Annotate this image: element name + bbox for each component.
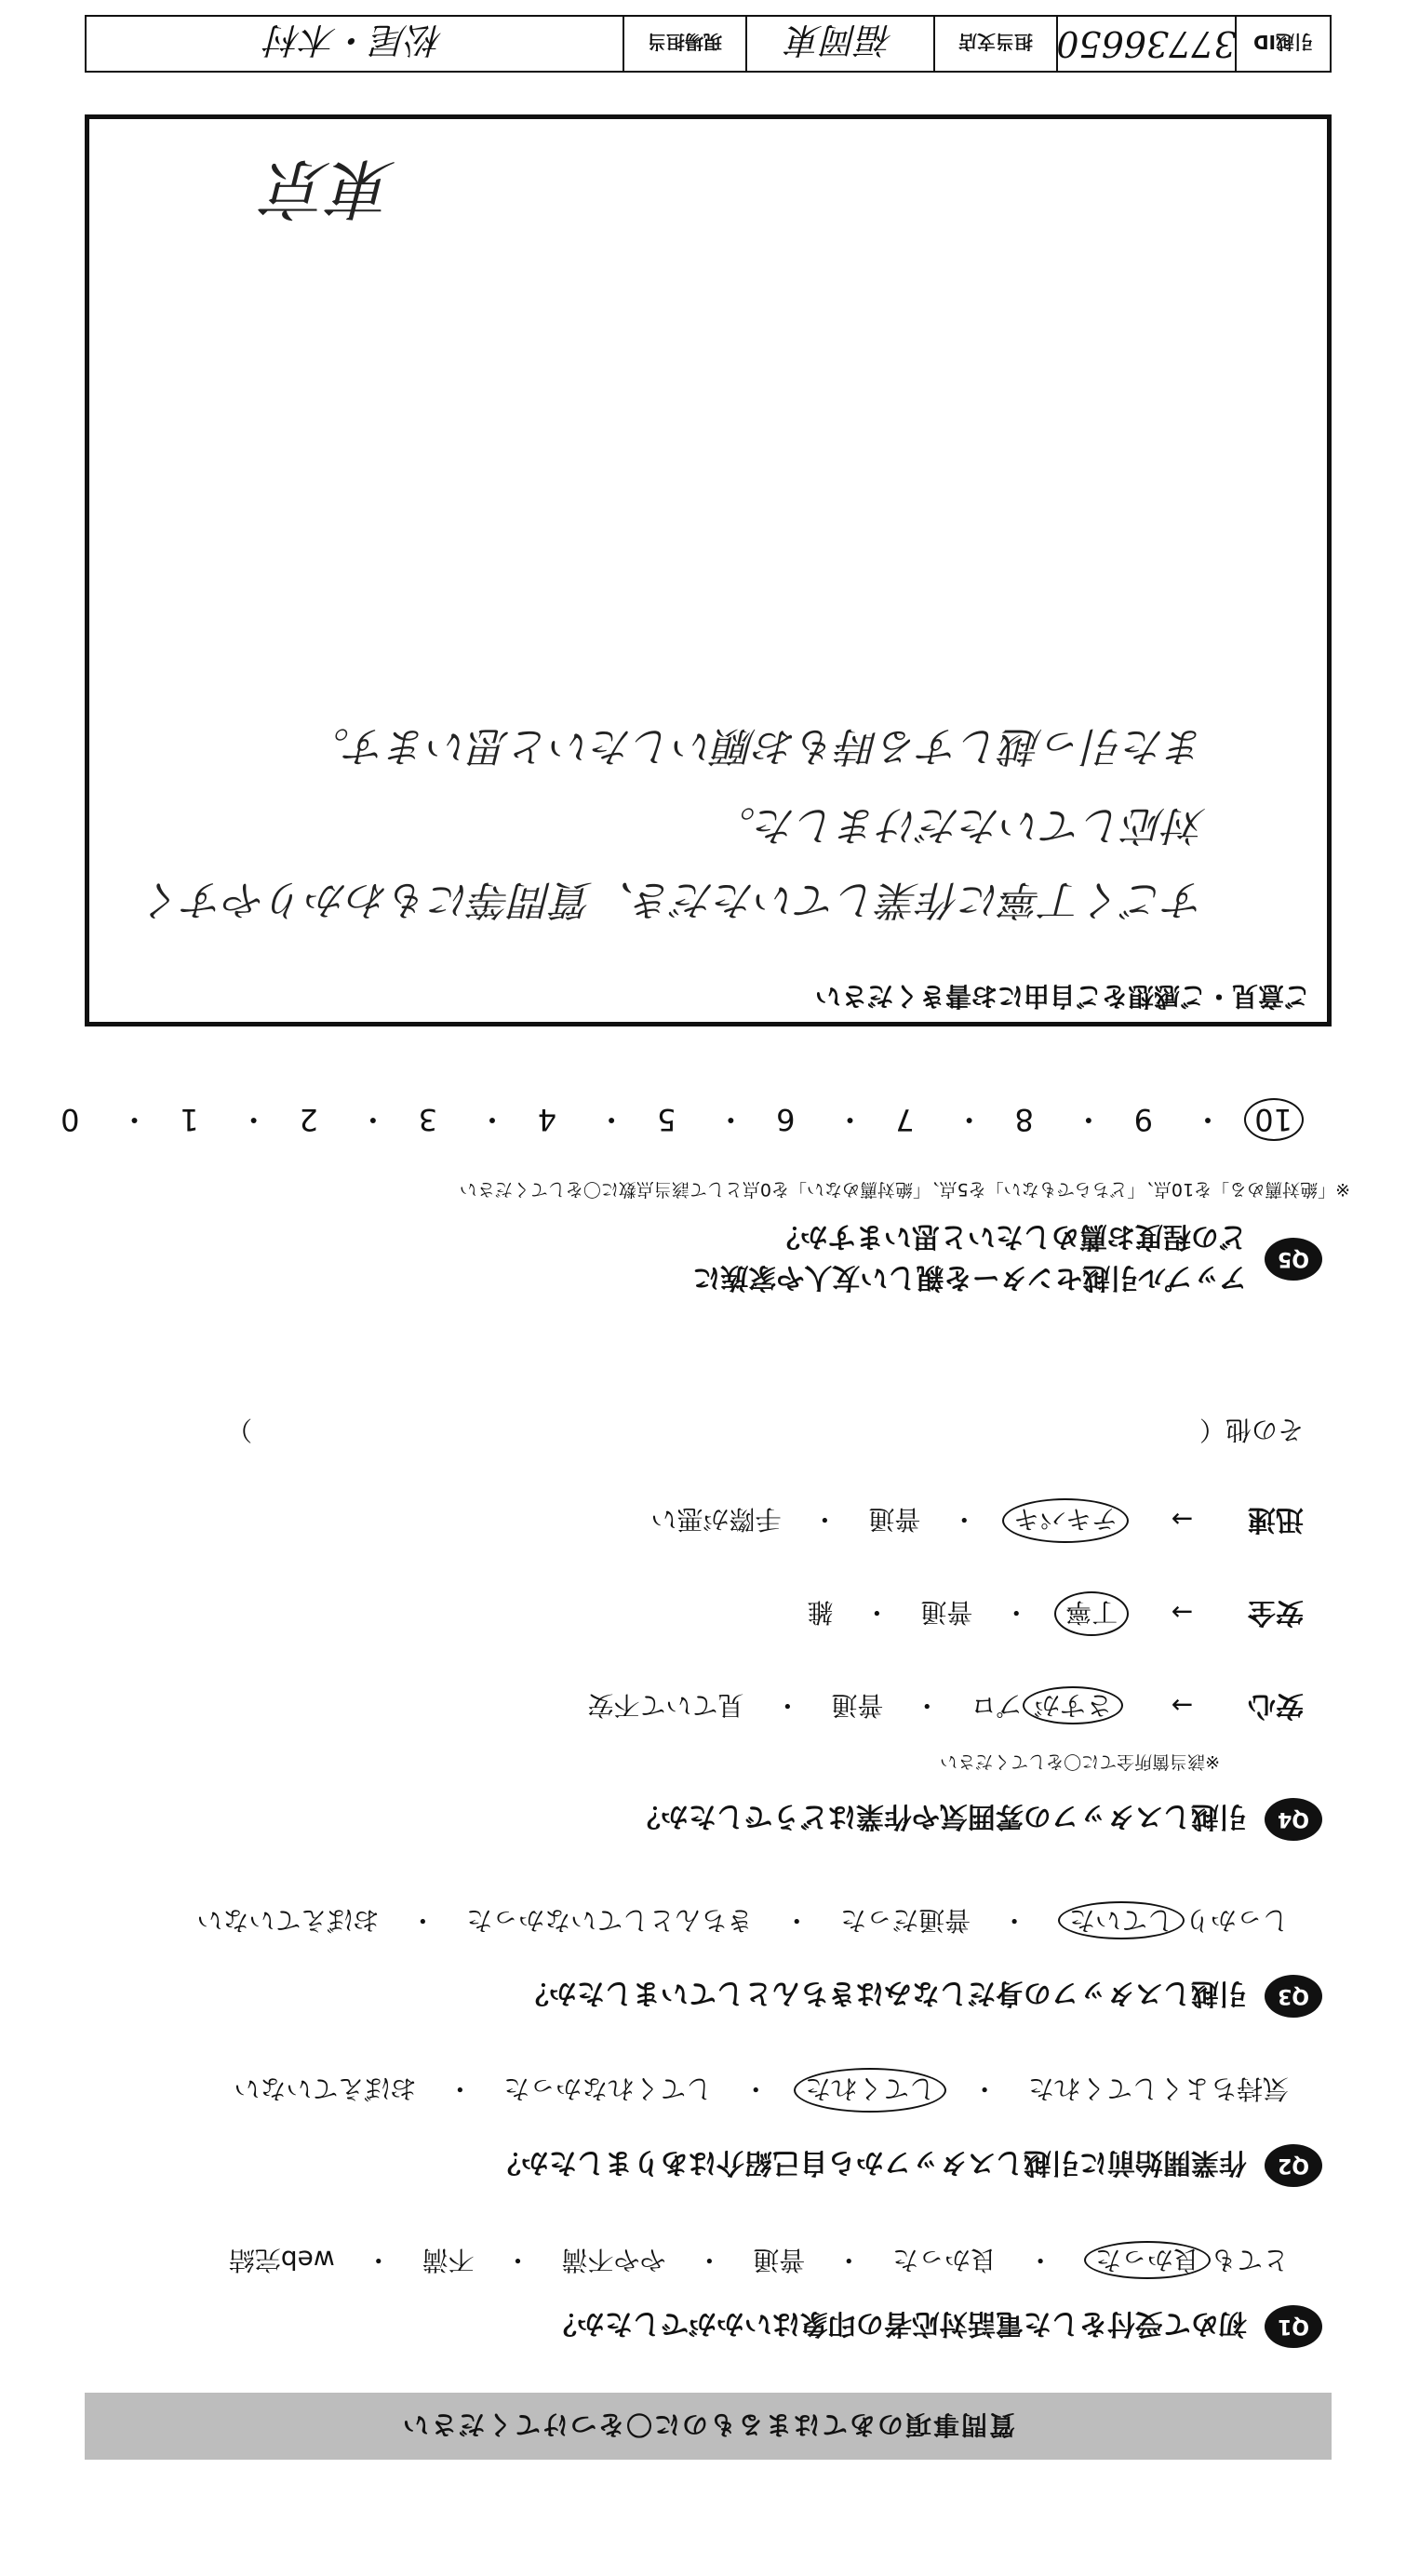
comment-title: ご意見・ご感想をご自由にお書きください [814,981,1310,1012]
q3-selected-mark: していた [1058,1901,1185,1939]
q5-score-option[interactable]: 0 [60,1102,80,1137]
q5-score-option[interactable]: 7 [895,1102,915,1137]
q4-option[interactable]: 普通 [831,1690,884,1721]
q1-option[interactable]: 普通 [753,2245,806,2275]
q1-option[interactable]: web完結 [228,2245,335,2275]
staff-label: 現場担当 [623,17,745,71]
q4-category: 安全 [1248,1596,1304,1629]
q4-option-selected[interactable]: テキパキ [1002,1498,1129,1543]
move-id-value: 37736650 [1056,17,1235,71]
q4-category: 迅速 [1248,1503,1304,1536]
q4-option[interactable]: 雑 [807,1597,834,1628]
q5-badge: Q5 [1265,1238,1322,1281]
comment-box[interactable] [85,114,1332,1026]
staff-value: 松尾・木村 [266,20,444,61]
q4-text: 引越しスタッフの雰囲気や作業はどうでしたか？ [632,1800,1247,1832]
q5-score-option-selected[interactable]: 10 [1244,1098,1304,1141]
q3-option[interactable]: おぼえていない [196,1905,380,1936]
q5-score-option[interactable]: 2 [299,1102,318,1137]
q5-text-line1: アップル引越センターを親しい友人や家族に [692,1261,1247,1294]
q4-option[interactable]: 普通 [920,1597,973,1628]
q5-score-option[interactable]: 1 [180,1102,199,1137]
q2-option[interactable]: おぼえていない [234,2073,417,2104]
q2-option[interactable]: してくれなかった [503,2073,713,2104]
q4-category: 安心 [1248,1689,1304,1722]
q5-scale: 10・ 9・ 8・ 7・ 6・ 5・ 4・ 3・ 2・ 1・ 0 [51,1098,1304,1143]
q4-option[interactable]: 見ていて不安 [587,1690,744,1721]
q1-option[interactable]: やや不満 [561,2245,666,2275]
branch-value: 福岡東 [745,17,933,71]
instruction-text: 質問事項のあてはまるものに〇をつけてください [401,2409,1016,2440]
q1-option[interactable]: 不満 [422,2245,475,2275]
q4-option-selected[interactable]: 丁寧 [1054,1591,1129,1636]
q3-option[interactable]: 普通だった [840,1905,971,1936]
q4-other-close: ） [226,1415,253,1445]
q1-selected-mark: 良かった [1084,2241,1211,2279]
q5-score-option[interactable]: 5 [656,1102,676,1137]
comment-line-2: 対応していただけました。 [715,801,1206,849]
question-1 [75,2305,1322,2348]
question-5 [75,1219,1322,1301]
q5-score-option[interactable]: 8 [1014,1102,1034,1137]
q2-badge: Q2 [1265,2144,1322,2187]
question-4 [75,1798,1322,1841]
q4-other-label: その他（ [1198,1415,1304,1445]
q1-text: 初めて受付をした電話対応者の印象はいかがでしたか？ [548,2307,1247,2340]
q4-option[interactable]: 普通 [868,1504,921,1535]
comment-line-1: すごく丁寧に作業していただき、質問等にもわかりやすく [142,876,1206,923]
q5-score-option[interactable]: 6 [776,1102,796,1137]
instruction-band [85,2393,1332,2460]
q1-options: とても良かった ・ 良かった ・ 普通 ・ やや不満 ・ 不満 ・ web完結 [223,2243,1294,2280]
q3-options: しっかりしていた ・ 普通だった ・ きちんとしていなかった ・ おぼえていない [191,1903,1294,1940]
q5-score-option[interactable]: 4 [537,1102,557,1137]
q1-option[interactable]: とても良かった [1078,2243,1294,2280]
q2-text: 作業開始前に引越しスタッフから自己紹介はありましたか？ [492,2146,1247,2179]
q4-row-jinsoku: 迅速 → テキパキ ・ 普通 ・ 手際が悪い [645,1498,1304,1543]
q4-row-anshin: 安心 → さすがプロ ・ 普通 ・ 見ていて不安 [582,1688,1304,1729]
q2-option-selected[interactable]: してくれた [794,2068,946,2113]
branch-label: 担当支店 [933,17,1056,71]
q1-option[interactable]: 良かった [892,2245,998,2275]
q4-note: ※該当箇所全てに〇をしてください [940,1751,1220,1772]
q4-other [141,1413,1304,1450]
question-3 [75,1975,1322,2018]
q5-note: ※「絶対薦める」を10点、「どちらでもない」を5点、「絶対薦めない」を0点として該当点数に〇をしてください [459,1179,1350,1200]
comment-signature: 東京 [266,150,396,226]
q5-score-option[interactable]: 9 [1133,1102,1154,1137]
q5-score-option[interactable]: 3 [418,1102,437,1137]
q4-selected-mark: さすが [1023,1686,1123,1724]
q1-badge: Q1 [1265,2305,1322,2348]
q3-text: 引越しスタッフの身だしなみはきちんとしていましたか？ [520,1977,1247,2009]
q4-row-anzen: 安全 → 丁寧 ・ 普通 ・ 雑 [801,1591,1304,1636]
q4-option[interactable]: 手際が悪い [650,1504,782,1535]
q5-text-line2: どの程度お薦めしたいと思いますか？ [771,1220,1247,1253]
q3-option[interactable]: しっかりしていた [1052,1903,1294,1940]
move-id-label: 引越ID [1235,17,1330,71]
q3-option[interactable]: きちんとしていなかった [466,1905,754,1936]
q2-options: 気持ちよくしてくれた ・ してくれた ・ してくれなかった ・ おぼえていない [228,2068,1294,2113]
q3-badge: Q3 [1265,1975,1322,2018]
q2-option[interactable]: 気持ちよくしてくれた [1027,2073,1289,2104]
q4-option[interactable]: さすがプロ [965,1688,1129,1725]
question-2 [75,2144,1322,2187]
q4-badge: Q4 [1265,1798,1322,1841]
comment-line-3: また引っ越しする時もお願いしたいと思います。 [308,722,1206,770]
header-strip [85,15,1332,73]
